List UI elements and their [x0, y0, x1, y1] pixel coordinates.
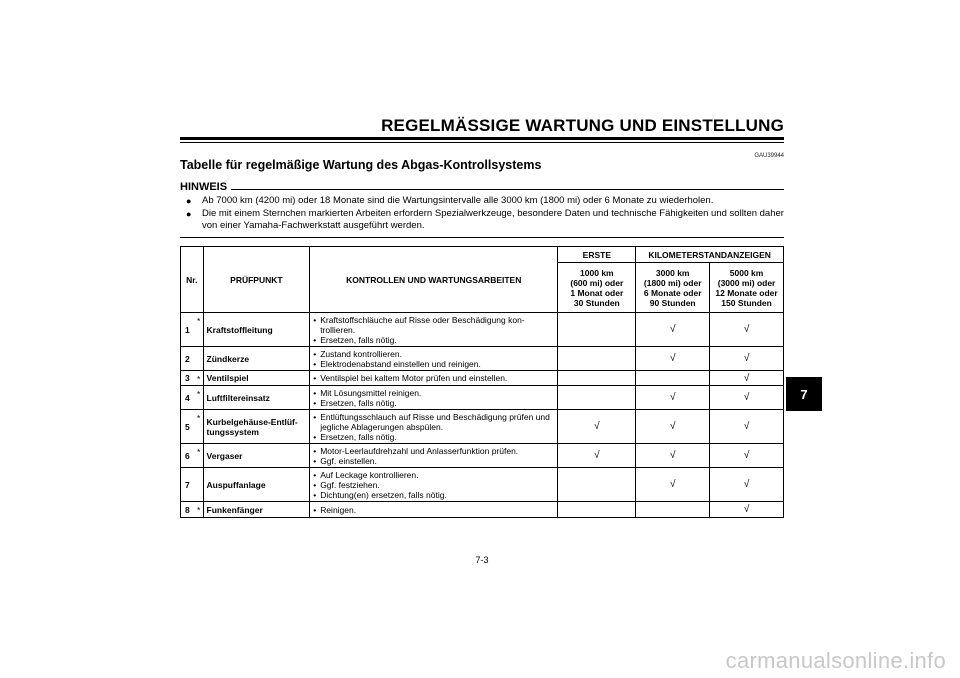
- table-row: [181, 386, 784, 410]
- bullet-icon: •: [313, 334, 317, 345]
- work-step: [313, 480, 554, 490]
- table-row: [181, 444, 784, 468]
- work-step: [313, 505, 554, 515]
- table-row: [181, 347, 784, 371]
- header-rule-thick: [180, 137, 784, 140]
- special-tool-marker: [195, 347, 203, 371]
- check-mark-icon: √: [743, 324, 750, 335]
- check-item: Funkenfänger: [203, 502, 310, 518]
- interval-cell-1: [558, 386, 636, 410]
- interval-cell-2: [636, 371, 710, 386]
- maintenance-work: [310, 386, 558, 410]
- work-step-text: Ersetzen, falls nötig.: [320, 431, 397, 442]
- bullet-icon: •: [313, 373, 317, 383]
- bullet-icon: ●: [186, 196, 192, 206]
- work-step: [313, 470, 554, 480]
- note-list: [180, 195, 784, 233]
- work-step-text: Ggf. einstellen.: [320, 455, 377, 466]
- page-header: REGELMÄSSIGE WARTUNG UND EINSTELLUNG: [381, 116, 784, 135]
- bullet-icon: •: [313, 469, 317, 480]
- maintenance-work: [310, 371, 558, 386]
- work-step: [313, 398, 554, 408]
- check-mark-icon: √: [669, 421, 676, 432]
- header-work: KONTROLLEN UND WARTUNGSARBEITEN: [310, 247, 558, 313]
- interval-cell-3: [710, 386, 784, 410]
- interval-cell-1: [558, 502, 636, 518]
- maintenance-work: [310, 468, 558, 502]
- note-heading: [180, 181, 784, 193]
- interval-cell-3: [710, 444, 784, 468]
- check-item: Zündkerze: [203, 347, 310, 371]
- work-step-text: Motor-Leerlaufdrehzahl und Anlasserfunktion prüfen.: [320, 445, 519, 456]
- maintenance-work: [310, 410, 558, 444]
- work-step-text: Ersetzen, falls nötig.: [320, 334, 397, 345]
- row-number: 7: [181, 468, 195, 502]
- bullet-icon: ●: [186, 209, 192, 219]
- work-step: [313, 359, 554, 369]
- interval-cell-3: [710, 371, 784, 386]
- bullet-icon: •: [313, 387, 317, 398]
- work-step-text: Mit Lösungsmittel reinigen.: [320, 387, 422, 398]
- note-label: HINWEIS: [180, 181, 228, 193]
- note-rule: [231, 189, 784, 190]
- check-mark-icon: √: [669, 392, 676, 403]
- special-tool-marker: *: [195, 502, 203, 518]
- work-step: [313, 456, 554, 466]
- header-nr: Nr.: [181, 247, 204, 313]
- work-step: [313, 446, 554, 456]
- header-item: PRÜFPUNKT: [203, 247, 310, 313]
- maintenance-work: [310, 444, 558, 468]
- interval-cell-3: [710, 410, 784, 444]
- work-step-text: Kraftstoffschläuche auf Risse oder Beschädigung kon-trollieren.: [320, 314, 525, 335]
- interval-cell-2: [636, 347, 710, 371]
- work-step: [313, 315, 554, 335]
- bullet-icon: •: [313, 489, 317, 500]
- special-tool-marker: [195, 468, 203, 502]
- interval-cell-3: [710, 347, 784, 371]
- interval-cell-1: [558, 347, 636, 371]
- check-mark-icon: √: [669, 479, 676, 490]
- interval-cell-3: [710, 468, 784, 502]
- check-mark-icon: √: [743, 479, 750, 490]
- check-mark-icon: √: [669, 450, 676, 461]
- interval-cell-1: [558, 371, 636, 386]
- table-row: [181, 371, 784, 386]
- maintenance-work: [310, 347, 558, 371]
- header-interval-3: 5000 km (3000 mi) oder 12 Monate oder 150 Stunden: [710, 263, 784, 313]
- check-mark-icon: √: [743, 392, 750, 403]
- work-step: [313, 432, 554, 442]
- row-number: 3: [181, 371, 195, 386]
- work-step-text: Dichtung(en) ersetzen, falls nötig.: [320, 489, 447, 500]
- special-tool-marker: *: [195, 313, 203, 347]
- table-row: [181, 468, 784, 502]
- note-item: [180, 195, 784, 207]
- section-title: Tabelle für regelmäßige Wartung des Abgas-Kontrollsystems: [180, 158, 542, 172]
- special-tool-marker: *: [195, 371, 203, 386]
- interval-cell-2: [636, 386, 710, 410]
- bullet-icon: •: [313, 504, 317, 515]
- check-item: Vergaser: [203, 444, 310, 468]
- header-interval-1: 1000 km (600 mi) oder 1 Monat oder 30 Stunden: [558, 263, 636, 313]
- row-number: 1: [181, 313, 195, 347]
- check-item: Ventilspiel: [203, 371, 310, 386]
- row-number: 2: [181, 347, 195, 371]
- maintenance-table-wrapper: [180, 246, 784, 518]
- work-step-text: Zustand kontrollieren.: [320, 348, 402, 359]
- check-mark-icon: √: [669, 324, 676, 335]
- note-text: Die mit einem Sternchen markierten Arbeiten erfordern Spezialwerkzeuge, besondere Daten und technische Fähigkeiten und sollten daher von einer Yamaha-Fachwerkstatt ausgeführt werden.: [202, 208, 784, 231]
- table-row: [181, 313, 784, 347]
- bullet-icon: •: [313, 445, 317, 456]
- header-first: ERSTE: [558, 247, 636, 263]
- interval-cell-1: [558, 468, 636, 502]
- document-code: GAU39944: [754, 153, 784, 159]
- interval-cell-1: [558, 410, 636, 444]
- header-odometer: KILOMETERSTANDANZEIGEN: [636, 247, 784, 263]
- bullet-icon: •: [313, 358, 317, 369]
- check-mark-icon: √: [594, 421, 600, 432]
- work-step: [313, 349, 554, 359]
- bullet-icon: •: [313, 397, 317, 408]
- check-mark-icon: √: [594, 450, 600, 461]
- maintenance-table: [180, 246, 784, 518]
- row-number: 8: [181, 502, 195, 518]
- work-step-text: Entlüftungsschlauch auf Risse und Beschädigung prüfen und jegliche Ablagerungen abspülen.: [320, 411, 550, 432]
- work-step: [313, 373, 554, 383]
- special-tool-marker: *: [195, 444, 203, 468]
- table-row: [181, 410, 784, 444]
- maintenance-work: [310, 313, 558, 347]
- row-number: 5: [181, 410, 195, 444]
- work-step: [313, 388, 554, 398]
- header-rule-thin: [180, 142, 784, 143]
- work-step: [313, 490, 554, 500]
- check-mark-icon: √: [743, 421, 750, 432]
- watermark: carmanualsonline.info: [725, 648, 946, 673]
- check-mark-icon: √: [743, 450, 750, 461]
- note-end-rule: [180, 237, 784, 238]
- work-step: [313, 335, 554, 345]
- bullet-icon: •: [313, 431, 317, 442]
- work-step: [313, 412, 554, 432]
- bullet-icon: •: [313, 411, 317, 422]
- page-number: 7-3: [475, 555, 489, 565]
- work-step-text: Ersetzen, falls nötig.: [320, 397, 397, 408]
- work-step-text: Ggf. festziehen.: [320, 479, 380, 490]
- check-item: Luftfiltereinsatz: [203, 386, 310, 410]
- work-step-text: Reinigen.: [320, 504, 357, 515]
- interval-cell-1: [558, 444, 636, 468]
- chapter-tab: 7: [786, 377, 822, 411]
- work-step-text: Auf Leckage kontrollieren.: [320, 469, 419, 480]
- interval-cell-3: [710, 313, 784, 347]
- row-number: 6: [181, 444, 195, 468]
- check-mark-icon: √: [669, 353, 676, 364]
- interval-cell-1: [558, 313, 636, 347]
- bullet-icon: •: [313, 348, 317, 359]
- interval-cell-2: [636, 468, 710, 502]
- bullet-icon: •: [313, 455, 317, 466]
- bullet-icon: •: [313, 314, 317, 325]
- header-interval-2: 3000 km (1800 mi) oder 6 Monate oder 90 Stunden: [636, 263, 710, 313]
- special-tool-marker: *: [195, 386, 203, 410]
- check-mark-icon: √: [743, 372, 750, 384]
- interval-cell-2: [636, 502, 710, 518]
- bullet-icon: •: [313, 479, 317, 490]
- check-item: Kraftstoffleitung: [203, 313, 310, 347]
- row-number: 4: [181, 386, 195, 410]
- interval-cell-3: [710, 502, 784, 518]
- check-item: Kurbelgehäuse-Entlüf-tungssystem: [203, 410, 310, 444]
- interval-cell-2: [636, 410, 710, 444]
- table-body: [181, 313, 784, 518]
- work-step-text: Ventilspiel bei kaltem Motor prüfen und einstellen.: [320, 373, 508, 383]
- table-row: [181, 502, 784, 518]
- interval-cell-2: [636, 313, 710, 347]
- special-tool-marker: *: [195, 410, 203, 444]
- check-item: Auspuffanlage: [203, 468, 310, 502]
- check-mark-icon: √: [743, 504, 750, 515]
- check-mark-icon: √: [743, 353, 750, 364]
- work-step-text: Elektrodenabstand einstellen und reinigen.: [320, 358, 481, 369]
- maintenance-work: [310, 502, 558, 518]
- note-text: Ab 7000 km (4200 mi) oder 18 Monate sind die Wartungsintervalle alle 3000 km (1800 mi) oder 6 Monate zu wiederholen.: [202, 195, 714, 206]
- interval-cell-2: [636, 444, 710, 468]
- note-item: [180, 208, 784, 232]
